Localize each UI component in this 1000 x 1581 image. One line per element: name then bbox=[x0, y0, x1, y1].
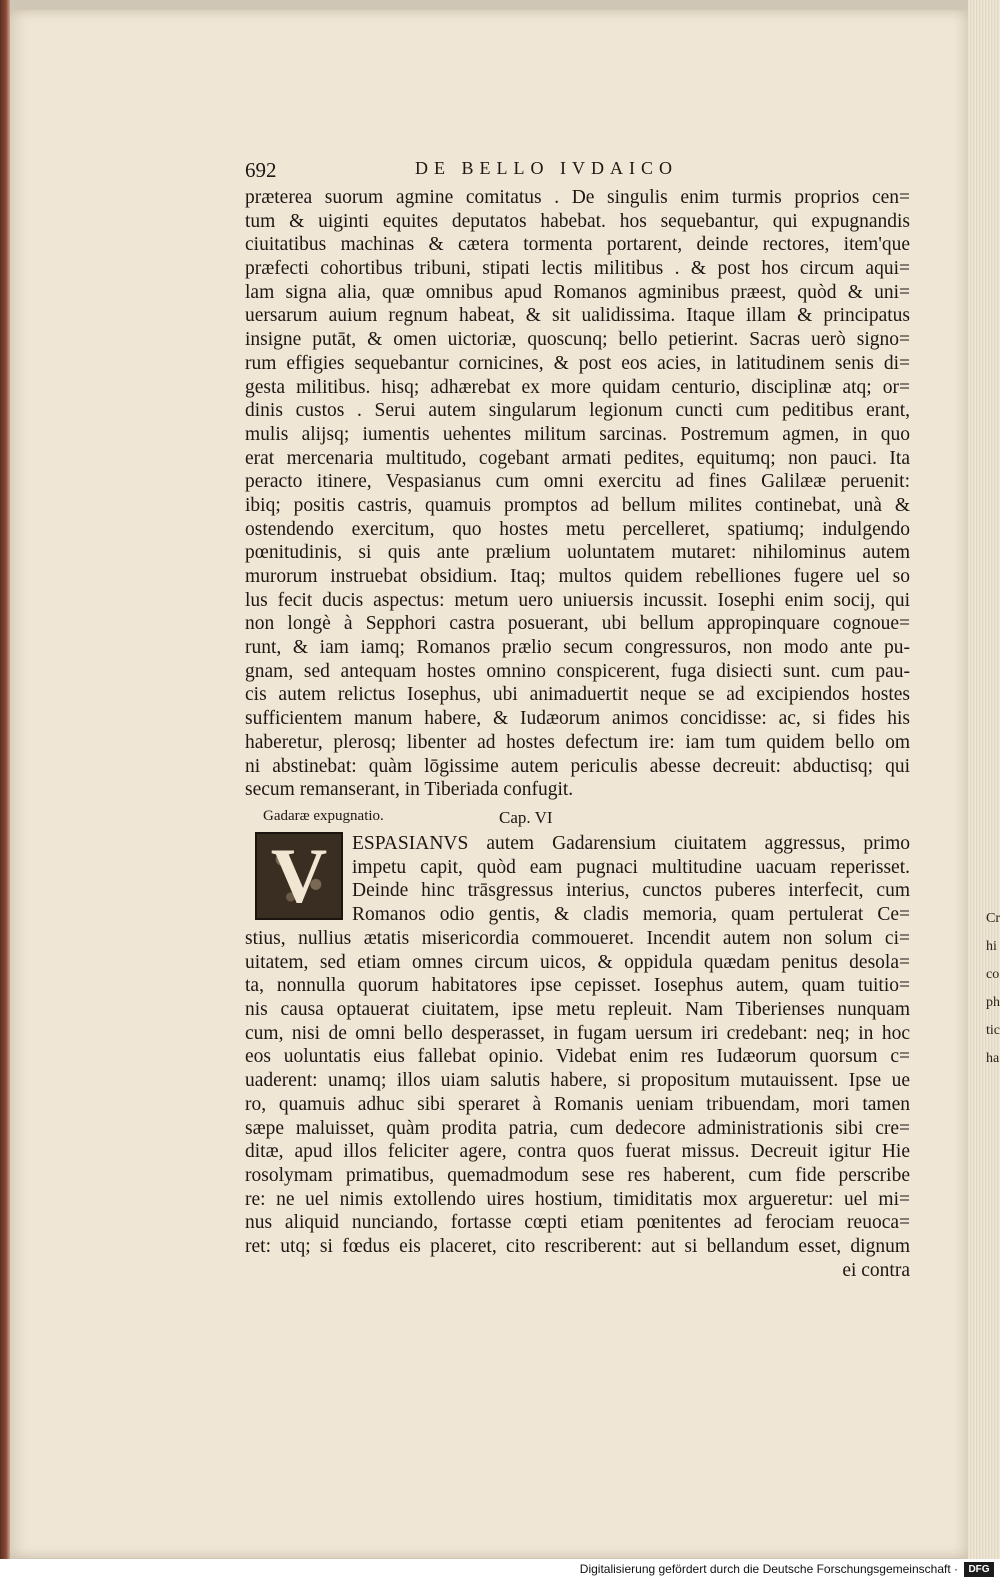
adjacent-fragment: ph bbox=[986, 995, 1000, 1010]
text-line: nus aliquid nunciando, fortasse cœpti etiam pœnitentes ad ferociam reuoca= bbox=[245, 1212, 910, 1234]
text-block-main bbox=[245, 186, 910, 802]
text-line: insigne putāt, & omen uictoriæ, quoscunq; bello petierint. Sacras uerò signo= bbox=[245, 329, 910, 351]
adjacent-fragment: tic bbox=[986, 1023, 1000, 1038]
text-line: erat mercenaria multitudo, cogebant armati pedites, equitumq; non pauci. Ita bbox=[245, 447, 910, 469]
text-line: ni abstinebat: quàm lōgissime autem periculis abesse decreuit: abductisq; qui bbox=[245, 755, 910, 777]
text-line: re: ne uel nimis extollendo uires hostium, timiditatis mox argueretur: uel mi= bbox=[245, 1188, 910, 1210]
text-line: uersarum auium regnum habeat, & sit ualidissima. Itaque illam & principatus bbox=[245, 305, 910, 327]
text-line: eos uoluntatis eius fallebat opinio. Videbat enim res Iudæorum quorsum c= bbox=[245, 1046, 910, 1068]
text-line: ta, nonnulla quorum habitatores ipse cepisset. Iosephus autem, quam tuitio= bbox=[245, 975, 910, 997]
adjacent-fragment: Cr bbox=[986, 911, 1000, 926]
page-stack bbox=[968, 0, 1000, 1560]
text-line: gnam, sed antequam hostes omnino conspicerent, fuga disiecti sunt. cum pau- bbox=[245, 660, 910, 682]
text-line: lus fecit ducis aspectus: metum uero uniuersis incussit. Iosephi enim socij, qui bbox=[245, 589, 910, 611]
text-line: ei contra bbox=[842, 1259, 910, 1281]
text-line: Deinde hinc trāsgressus interius, cunctos puberes interfecit, cum bbox=[352, 880, 910, 902]
text-line: impetu capit, quòd eam pugnaci multitudine uacuam reperisset. bbox=[352, 856, 910, 878]
text-line: nis causa optauerat ciuitatem, ipse metu repleuit. Nam Tiberienses nunquam bbox=[245, 999, 910, 1021]
text-line: non longè à Sepphori castra posuerant, ubi bellum appropinquare cognoue= bbox=[245, 613, 910, 635]
text-line: ESPASIANVS autem Gadarensium ciuitatem aggressus, primo bbox=[352, 833, 910, 854]
adjacent-fragment: ha bbox=[986, 1051, 1000, 1066]
text-line: peracto itinere, Vespasianus cum omni exercitu ad fines Galilææ peruenit: bbox=[245, 471, 910, 493]
text-line: pœnitudinis, si quis ante prælium uoluntatem mutaret: nihilominus autem bbox=[245, 542, 910, 564]
text-line: haberetur, plerosq; libenter ad hostes defectum ire: iam tum quidem bello om bbox=[245, 731, 910, 753]
text-line: sufficientem manum habere, & Iudæorum animos concidisse: ac, si fides his bbox=[245, 708, 910, 730]
text-line: tum & uiginti equites deputatos habebat. hos sequebantur, qui expugnandis bbox=[245, 210, 910, 232]
digitization-footer bbox=[0, 1559, 1000, 1581]
text-line: uitatem, sed etiam omnes circum uicos, & oppidula quædam penitus desola= bbox=[245, 951, 910, 973]
text-line: dinis custos . Serui autem singularum legionum cuncti cum peditibus erant, bbox=[245, 400, 910, 422]
text-line: runt, & iam iamq; Romanos prælio secum congressuros, non modo ante pu- bbox=[245, 637, 910, 659]
text-line: Romanos odio gentis, & cladis memoria, quam pertulerat Ce= bbox=[352, 904, 910, 926]
text-line: rum effigies sequebantur cornicines, & post eos acies, in latitudinem senis di= bbox=[245, 352, 910, 374]
chapter-number: Cap. VI bbox=[499, 808, 553, 827]
text-line: ditæ, apud illos feliciter agere, contra quos fuerat missus. Decreuit igitur Hie bbox=[245, 1141, 910, 1163]
text-line: cum, nisi de omni bello desperasset, in fugam uersum iri credebant: neq; in hoc bbox=[245, 1022, 910, 1044]
decorated-initial bbox=[255, 832, 343, 920]
text-block-initial-wrap bbox=[352, 832, 910, 927]
dfg-logo: DFG bbox=[964, 1562, 994, 1577]
adjacent-fragment: hi bbox=[986, 939, 997, 954]
page-header bbox=[245, 158, 910, 184]
text-block-chapter bbox=[245, 927, 910, 1282]
adjacent-page-text bbox=[986, 905, 998, 1073]
chapter-title: Gadaræ expugnatio. bbox=[263, 808, 384, 824]
text-line: præfecti cohortibus tribuni, stipati lectis militibus . & post hos circum aqui= bbox=[245, 258, 910, 280]
text-line: ret: utq; si fœdus eis placeret, cito rescriberent: aut si bellandum esset, dignum bbox=[245, 1235, 910, 1257]
book-spine bbox=[0, 0, 10, 1560]
text-line: uaderent: unamq; illos uiam salutis habere, si propositum mutauissent. Ipse ue bbox=[245, 1070, 910, 1092]
text-line: lam signa alia, quæ omnibus apud Romanos agminibus præest, quòd & uni= bbox=[245, 281, 910, 303]
text-line: secum remanserant, in Tiberiada confugit. bbox=[245, 779, 574, 801]
chapter-heading bbox=[263, 808, 923, 832]
text-line: ibiq; positis castris, quamuis promptos ad bellum milites continebat, unà & bbox=[245, 494, 910, 516]
adjacent-fragment: co bbox=[986, 967, 1000, 982]
text-line: stius, nullius ætatis misericordia commoueret. Incendit autem non solum ci= bbox=[245, 928, 910, 949]
funding-credit: Digitalisierung gefördert durch die Deutsche Forschungsgemeinschaft · bbox=[579, 1562, 958, 1576]
text-line: gesta militibus. hisq; adhærebat ex more quidam centurio, disciplinæ atq; or= bbox=[245, 376, 910, 398]
initial-letter: V bbox=[270, 832, 328, 919]
text-line: ostendendo exercitum, quo hostes metu percelleret, spatiumq; indulgendo bbox=[245, 518, 910, 540]
text-line: mulis alijsq; iumentis uehentes militum sarcinas. Postremum agmen, in quo bbox=[245, 423, 910, 445]
text-line: sæpe maluisset, quàm prodita patria, cum dedecore administrationis sibi cre= bbox=[245, 1117, 910, 1139]
text-line: murorum instruebat obsidium. Itaq; multos quidem rebelliones fugere uel so bbox=[245, 566, 910, 587]
running-title: DE BELLO IVDAICO bbox=[415, 158, 678, 178]
page-number: 692 bbox=[245, 158, 277, 182]
text-line: rosolymam primatibus, quemadmodum sese res haberent, cum fide perscribe bbox=[245, 1164, 910, 1186]
text-line: ciuitatibus machinas & cætera tormenta portarent, deinde rectores, item'que bbox=[245, 234, 910, 256]
text-line: cis autem relictus Iosephus, ubi animaduertit neque se ad excipiendos hostes bbox=[245, 684, 910, 706]
text-line: præterea suorum agmine comitatus . De singulis enim turmis proprios cen= bbox=[245, 187, 910, 208]
text-line: ro, quamuis adhuc sibi speraret à Romanis ueniam tribuendam, mori tamen bbox=[245, 1093, 910, 1115]
